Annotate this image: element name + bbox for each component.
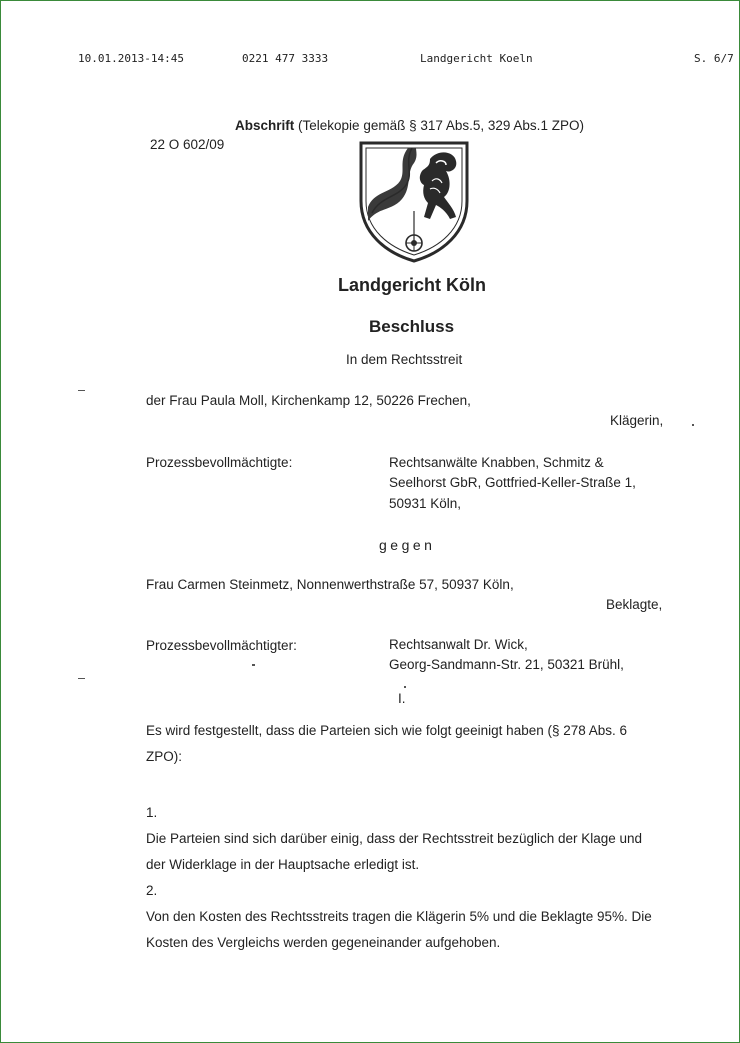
fax-datetime: 10.01.2013-14:45 bbox=[78, 52, 184, 65]
plaintiff-role: Klägerin, bbox=[610, 413, 664, 428]
scan-speck bbox=[404, 686, 406, 688]
scan-speck bbox=[78, 390, 85, 391]
versus-label: gegen bbox=[379, 537, 436, 553]
item-line: Die Parteien sind sich darüber einig, dass der Rechtsstreit bezüglich der Klage und bbox=[146, 831, 643, 846]
plaintiff-counsel-line: Seelhorst GbR, Gottfried-Keller-Straße 1, bbox=[389, 475, 636, 490]
fax-header bbox=[0, 52, 740, 70]
plaintiff-counsel-label: Prozessbevollmächtigte: bbox=[146, 455, 293, 470]
court-title: Landgericht Köln bbox=[338, 275, 486, 295]
item-number: 1. bbox=[146, 805, 158, 820]
item-number: 2. bbox=[146, 883, 158, 898]
defendant-counsel-label: Prozessbevollmächtigter: bbox=[146, 638, 297, 653]
finding-line: Es wird festgestellt, dass die Parteien sich wie folgt geeinigt haben (§ 278 Abs. 6 bbox=[146, 723, 628, 738]
plaintiff-counsel-line: Rechtsanwälte Knabben, Schmitz & bbox=[389, 455, 604, 470]
settlement-items bbox=[146, 800, 666, 956]
abschrift-note: (Telekopie gemäß § 317 Abs.5, 329 Abs.1 ZPO) bbox=[298, 118, 584, 133]
scan-speck bbox=[692, 424, 694, 426]
item-line: Von den Kosten des Rechtsstreits tragen die Klägerin 5% und die Beklagte 95%. Die bbox=[146, 909, 652, 924]
file-number: 22 O 602/09 bbox=[150, 137, 225, 152]
plaintiff-counsel-line: 50931 Köln, bbox=[389, 496, 462, 511]
defendant-line: Frau Carmen Steinmetz, Nonnenwerthstraße 57, 50937 Köln, bbox=[146, 577, 514, 592]
coat-of-arms-icon bbox=[356, 137, 472, 263]
defendant-counsel-line: Georg-Sandmann-Str. 21, 50321 Brühl, bbox=[389, 657, 624, 672]
abschrift-line bbox=[235, 118, 584, 133]
fax-page-number: S. 6/7 bbox=[694, 52, 734, 65]
finding-line: ZPO): bbox=[146, 749, 182, 764]
fax-sender: Landgericht Koeln bbox=[420, 52, 533, 65]
item-line: der Widerklage in der Hauptsache erledigt ist. bbox=[146, 857, 420, 872]
proceedings-intro: In dem Rechtsstreit bbox=[346, 352, 463, 367]
fax-phone: 0221 477 3333 bbox=[242, 52, 329, 65]
abschrift-label: Abschrift bbox=[235, 118, 295, 133]
scan-speck bbox=[252, 664, 255, 666]
item-line: Kosten des Vergleichs werden gegeneinander aufgehoben. bbox=[146, 935, 501, 950]
section-mark: I. bbox=[398, 691, 406, 706]
decision-title: Beschluss bbox=[369, 317, 455, 336]
finding-paragraph bbox=[146, 718, 666, 770]
scan-speck bbox=[78, 678, 85, 679]
defendant-role: Beklagte, bbox=[606, 597, 663, 612]
plaintiff-line: der Frau Paula Moll, Kirchenkamp 12, 50226 Frechen, bbox=[146, 393, 471, 408]
defendant-counsel-line: Rechtsanwalt Dr. Wick, bbox=[389, 637, 528, 652]
